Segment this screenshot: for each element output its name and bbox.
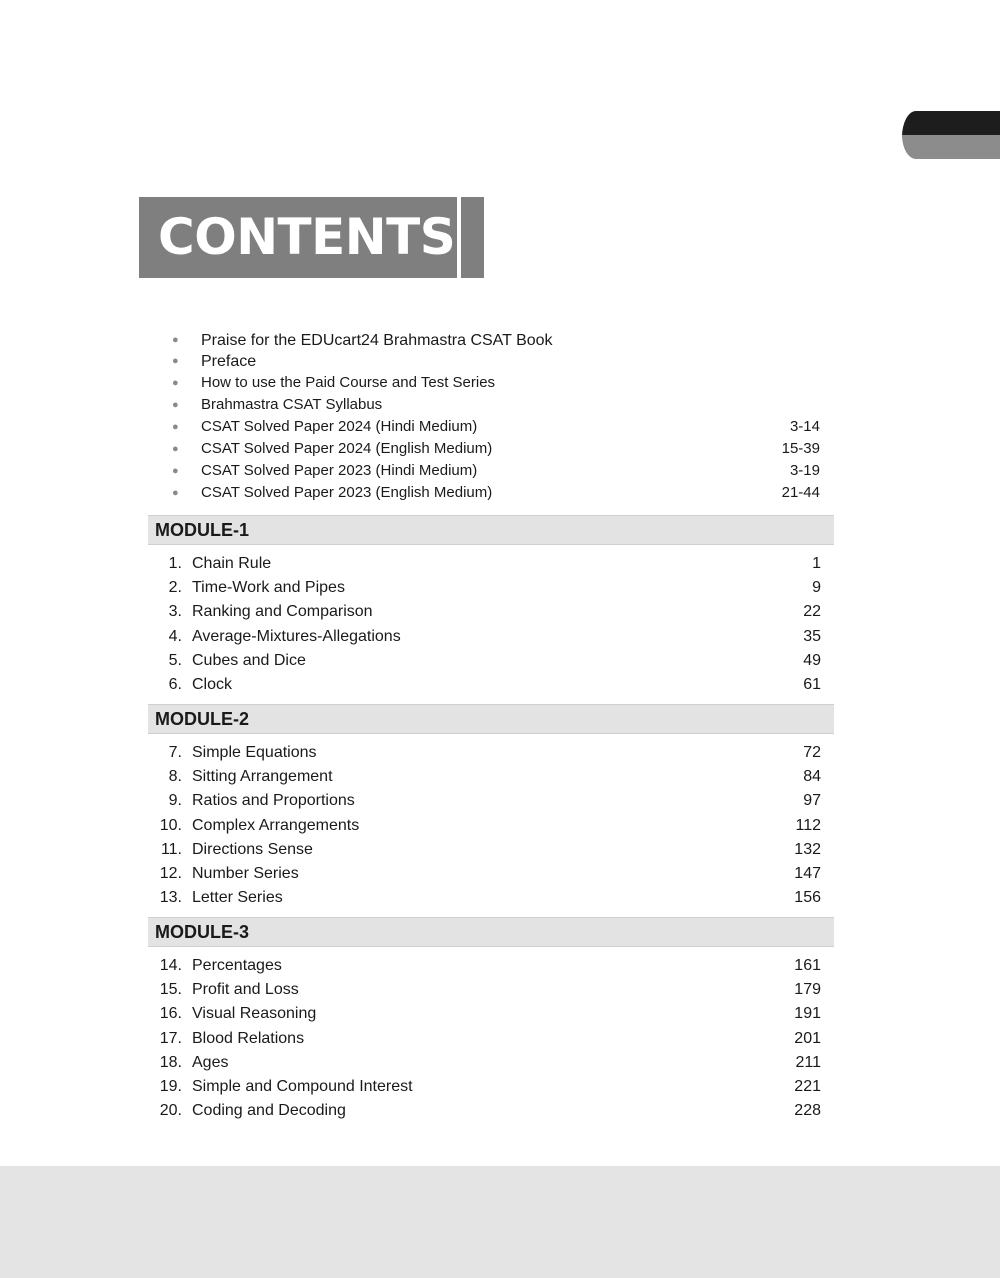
module-1-chapter-list (150, 552, 825, 697)
list-item[interactable]: ● Preface (172, 353, 257, 370)
bullet-icon: ● (172, 443, 179, 455)
table-row[interactable]: 17. Blood Relations 201 (159, 1029, 821, 1047)
list-item[interactable]: ● Brahmastra CSAT Syllabus (170, 394, 830, 416)
list-item[interactable]: ● CSAT Solved Paper 2024 (Hindi Medium) 3-14 (170, 416, 830, 438)
table-row[interactable]: 11. Directions Sense 132 (160, 840, 821, 858)
table-row[interactable]: 6. Clock 61 (168, 675, 821, 693)
edge-tab-gray (902, 135, 1000, 159)
table-row[interactable]: 4. Average-Mixtures-Allegations 35 (168, 627, 821, 645)
page-title: CONTENTS (158, 208, 456, 266)
bullet-icon: ● (172, 399, 179, 411)
list-item[interactable]: ● Praise for the EDUcart24 Brahmastra CSAT Book (172, 332, 553, 349)
table-row[interactable]: 16. Visual Reasoning 191 (159, 1005, 821, 1023)
table-row[interactable]: 20. Coding and Decoding 228 (159, 1102, 821, 1120)
heading-divider (457, 197, 461, 278)
bullet-icon: ● (172, 377, 179, 389)
table-row[interactable]: 8. Sitting Arrangement 84 (168, 768, 821, 786)
bullet-icon: ● (172, 465, 179, 477)
table-row[interactable]: 14. Percentages 161 (159, 957, 821, 974)
edge-tab-dark (902, 111, 1000, 137)
module-2-chapter-list (150, 741, 825, 910)
module-3-chapter-list (150, 954, 825, 1123)
module-1-header: MODULE-1 (148, 515, 834, 545)
table-row[interactable]: 15. Profit and Loss 179 (159, 981, 821, 999)
table-row[interactable]: 9. Ratios and Proportions 97 (168, 792, 821, 810)
contents-heading-box (139, 197, 484, 278)
table-row[interactable]: 7. Simple Equations 72 (168, 744, 821, 761)
table-row[interactable]: 1. Chain Rule 1 (168, 555, 821, 572)
table-row[interactable]: 13. Letter Series 156 (159, 889, 821, 907)
bullet-icon: ● (172, 487, 179, 499)
module-2-header: MODULE-2 (148, 704, 834, 734)
list-item[interactable]: ● CSAT Solved Paper 2024 (English Medium) 15-39 (170, 438, 830, 460)
table-row[interactable]: 5. Cubes and Dice 49 (168, 651, 821, 669)
table-row[interactable]: 18. Ages 211 (159, 1053, 821, 1071)
footer-band (0, 1166, 1000, 1278)
bullet-icon: ● (172, 421, 179, 433)
table-row[interactable]: 3. Ranking and Comparison 22 (168, 603, 821, 621)
list-item[interactable]: ● CSAT Solved Paper 2023 (English Medium) 21-44 (170, 482, 830, 504)
table-row[interactable]: 12. Number Series 147 (159, 864, 821, 882)
table-row[interactable]: 2. Time-Work and Pipes 9 (168, 579, 821, 597)
table-row[interactable]: 10. Complex Arrangements 112 (159, 816, 821, 834)
list-item[interactable]: ● CSAT Solved Paper 2023 (Hindi Medium) 3-19 (170, 460, 830, 482)
module-3-header: MODULE-3 (148, 917, 834, 947)
bullet-icon: ● (172, 355, 179, 367)
table-row[interactable]: 19. Simple and Compound Interest 221 (159, 1077, 821, 1095)
list-item[interactable]: ● How to use the Paid Course and Test Series (170, 372, 830, 394)
bullet-icon: ● (172, 334, 179, 346)
front-matter-list (170, 330, 830, 504)
